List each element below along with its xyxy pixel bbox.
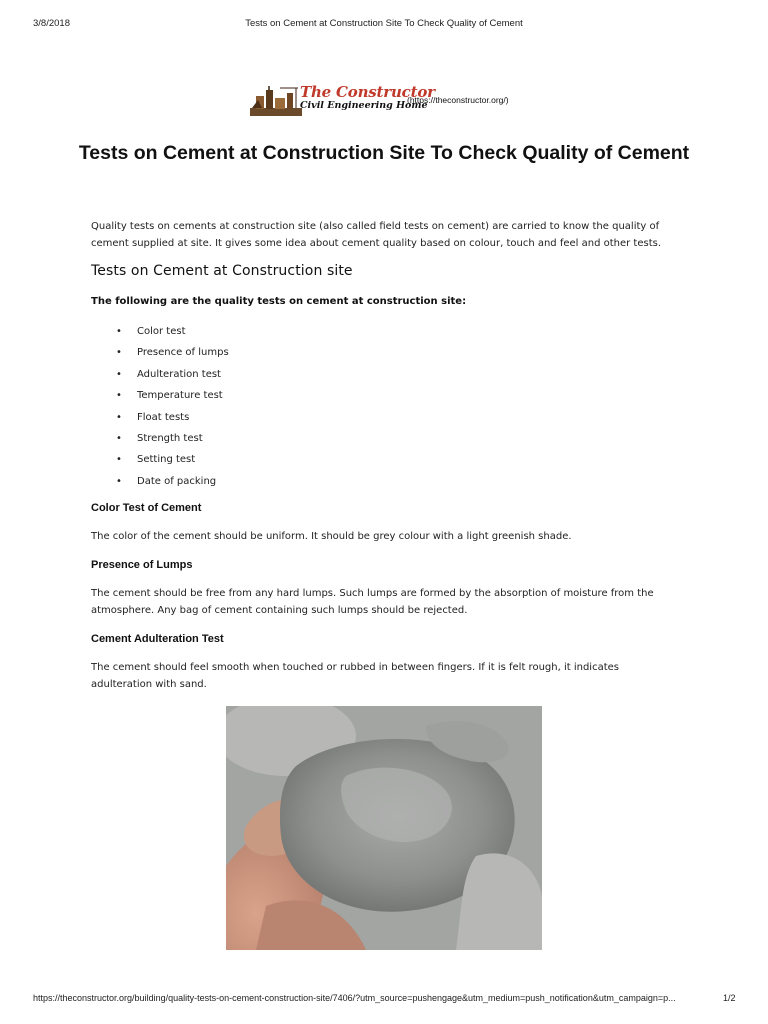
print-footer	[0, 993, 768, 1007]
lumps-line-2: atmosphere. Any bag of cement containing such lumps should be rejected.	[91, 605, 468, 616]
lumps-heading: Presence of Lumps	[91, 559, 193, 571]
adulteration-heading: Cement Adulteration Test	[91, 633, 224, 645]
color-test-text: The color of the cement should be uniform. It should be grey colour with a light greenish shade.	[91, 531, 572, 542]
list-item: • Color test	[91, 323, 229, 344]
list-item: • Setting test	[91, 451, 229, 472]
color-test-body	[91, 528, 681, 545]
logo-name: The Constructor	[300, 83, 435, 101]
list-item: • Float tests	[91, 409, 229, 430]
page-number: 1/2	[723, 993, 736, 1003]
color-test-heading: Color Test of Cement	[91, 502, 202, 514]
adulteration-line-2: adulteration with sand.	[91, 679, 207, 690]
list-item: • Presence of lumps	[91, 344, 229, 365]
logo-tagline: Civil Engineering Home	[300, 100, 428, 111]
list-item: • Adulteration test	[91, 366, 229, 387]
print-date: 3/8/2018	[33, 18, 70, 29]
section-heading: Tests on Cement at Construction site	[91, 263, 353, 279]
page-title: Tests on Cement at Construction Site To Check Quality of Cement	[78, 142, 690, 164]
adulteration-line-1: The cement should feel smooth when touched or rubbed in between fingers. If it is felt rough, it indicates	[91, 662, 619, 673]
list-item: • Strength test	[91, 430, 229, 451]
logo-url-link[interactable]: (https://theconstructor.org/)	[407, 95, 509, 105]
print-title: Tests on Cement at Construction Site To Check Quality of Cement	[245, 18, 523, 29]
construction-skyline-icon	[250, 86, 302, 116]
intro-line-2: cement supplied at site. It gives some idea about cement quality based on colour, touch and feel and other tests.	[91, 238, 662, 249]
cement-hand-illustration	[226, 706, 542, 950]
site-logo[interactable]	[250, 84, 550, 118]
lumps-line-1: The cement should be free from any hard lumps. Such lumps are formed by the absorption of moisture from the	[91, 588, 654, 599]
list-item: • Date of packing	[91, 473, 229, 494]
footer-url: https://theconstructor.org/building/quality-tests-on-cement-construction-site/7406/?utm_source=pushengage&utm_medium=push_notification&utm_campaign=p...	[33, 993, 676, 1003]
tests-lead-text: The following are the quality tests on cement at construction site:	[91, 296, 467, 307]
intro-line-1: Quality tests on cements at construction site (also called field tests on cement) are carried to know the quality of	[91, 221, 660, 232]
adulteration-body	[91, 659, 681, 693]
intro-paragraph	[91, 218, 681, 252]
cement-in-hand-photo	[226, 706, 542, 950]
list-item: • Temperature test	[91, 387, 229, 408]
tests-list	[91, 323, 229, 494]
lumps-body	[91, 585, 681, 619]
print-header	[0, 18, 768, 32]
